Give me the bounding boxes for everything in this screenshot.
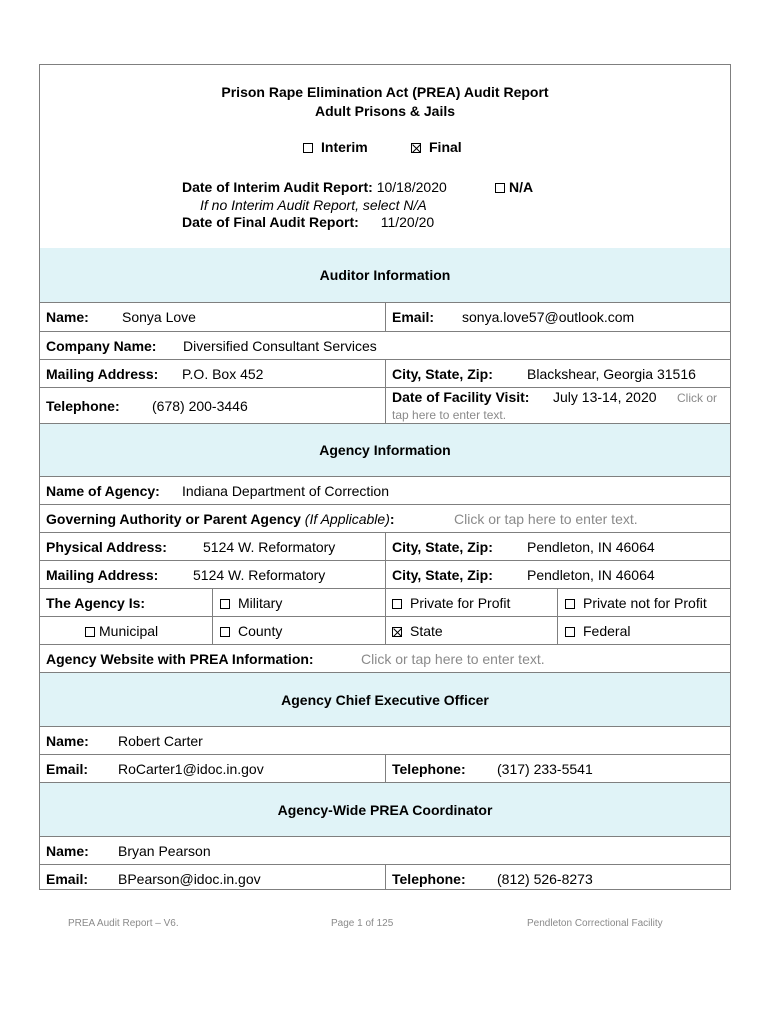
interim-date-line: Date of Interim Audit Report: 10/18/2020 xyxy=(182,179,447,195)
agency-physical-csz-field[interactable]: Pendleton, IN 46064 xyxy=(527,539,655,555)
agency-governing-row: Governing Authority or Parent Agency (If Applicable): Click or tap here to enter text. xyxy=(40,505,730,533)
auditor-company-row: Company Name: Diversified Consultant Services xyxy=(40,332,730,360)
type-private-nonprofit[interactable]: Private not for Profit xyxy=(565,595,707,611)
ceo-name-row: Name: Robert Carter xyxy=(40,727,730,755)
final-date-line: Date of Final Audit Report: 11/20/20 xyxy=(182,214,435,230)
auditor-name-field[interactable]: Sonya Love xyxy=(122,309,196,325)
interim-checkbox[interactable] xyxy=(303,143,313,153)
auditor-visit-field[interactable]: July 13-14, 2020 xyxy=(553,389,657,405)
auditor-phone-field[interactable]: (678) 200-3446 xyxy=(152,398,248,414)
visit-placeholder-cont[interactable]: tap here to enter text. xyxy=(392,408,507,422)
municipal-checkbox[interactable] xyxy=(85,627,95,637)
county-checkbox[interactable] xyxy=(220,627,230,637)
coordinator-name-field[interactable]: Bryan Pearson xyxy=(118,843,211,859)
auditor-name-row: Name: Sonya Love Email: sonya.love57@outlook.com xyxy=(40,303,730,332)
ceo-name-field[interactable]: Robert Carter xyxy=(118,733,203,749)
ceo-email-row: Email: RoCarter1@idoc.in.gov Telephone: (317) 233-5541 xyxy=(40,755,730,783)
report-title: Prison Rape Elimination Act (PREA) Audit Report xyxy=(221,84,549,100)
agency-type-row-2 xyxy=(40,617,730,645)
interim-option[interactable]: Interim xyxy=(303,139,368,155)
agency-name-field[interactable]: Indiana Department of Correction xyxy=(182,483,389,499)
private-nonprofit-checkbox[interactable] xyxy=(565,599,575,609)
type-federal[interactable]: Federal xyxy=(565,623,630,639)
military-checkbox[interactable] xyxy=(220,599,230,609)
agency-website-field[interactable]: Click or tap here to enter text. xyxy=(361,651,545,667)
agency-name-row: Name of Agency: Indiana Department of Correction xyxy=(40,477,730,505)
final-date-value[interactable]: 11/20/20 xyxy=(380,214,435,230)
agency-website-row: Agency Website with PREA Information: Click or tap here to enter text. xyxy=(40,645,730,673)
interim-date-value[interactable]: 10/18/2020 xyxy=(376,179,447,195)
report-header xyxy=(40,65,730,249)
na-option[interactable]: N/A xyxy=(495,179,533,195)
agency-type-row-1: The Agency Is: Military Private for Profit Private not for Profit xyxy=(40,589,730,617)
auditor-company-field[interactable]: Diversified Consultant Services xyxy=(183,338,377,354)
coordinator-email-row: Email: BPearson@idoc.in.gov Telephone: (812) 526-8273 xyxy=(40,865,730,889)
auditor-csz-field[interactable]: Blackshear, Georgia 31516 xyxy=(527,366,696,382)
visit-placeholder[interactable]: Click or xyxy=(677,391,718,405)
coordinator-phone-field[interactable]: (812) 526-8273 xyxy=(497,871,593,887)
state-checkbox[interactable] xyxy=(392,627,402,637)
type-private-profit[interactable]: Private for Profit xyxy=(392,595,510,611)
type-state[interactable]: State xyxy=(392,623,443,639)
private-profit-checkbox[interactable] xyxy=(392,599,402,609)
auditor-mailing-row: Mailing Address: P.O. Box 452 City, State, Zip: Blackshear, Georgia 31516 xyxy=(40,360,730,388)
type-county[interactable]: County xyxy=(220,623,282,639)
coordinator-section-header: Agency-Wide PREA Coordinator xyxy=(40,783,730,837)
footer-facility: Pendleton Correctional Facility xyxy=(527,918,663,929)
type-municipal[interactable]: Municipal xyxy=(85,623,158,639)
report-subtitle: Adult Prisons & Jails xyxy=(314,103,456,119)
auditor-mailing-field[interactable]: P.O. Box 452 xyxy=(182,366,264,382)
agency-mailing-row: Mailing Address: 5124 W. Reformatory City, State, Zip: Pendleton, IN 46064 xyxy=(40,561,730,589)
governing-authority-field[interactable]: Click or tap here to enter text. xyxy=(454,511,638,527)
ceo-phone-field[interactable]: (317) 233-5541 xyxy=(497,761,593,777)
agency-mailing-field[interactable]: 5124 W. Reformatory xyxy=(193,567,326,583)
coordinator-name-row: Name: Bryan Pearson xyxy=(40,837,730,865)
footer-page-number: Page 1 of 125 xyxy=(331,918,394,929)
auditor-email-field[interactable]: sonya.love57@outlook.com xyxy=(462,309,635,325)
agency-physical-field[interactable]: 5124 W. Reformatory xyxy=(203,539,336,555)
audit-report-page xyxy=(39,64,731,890)
agency-section-header: Agency Information xyxy=(40,424,730,477)
na-note: If no Interim Audit Report, select N/A xyxy=(200,197,427,213)
type-military[interactable]: Military xyxy=(220,595,282,611)
na-checkbox[interactable] xyxy=(495,183,505,193)
agency-physical-row: Physical Address: 5124 W. Reformatory City, State, Zip: Pendleton, IN 46064 xyxy=(40,533,730,561)
coordinator-email-field[interactable]: BPearson@idoc.in.gov xyxy=(118,871,261,887)
final-checkbox[interactable] xyxy=(411,143,421,153)
ceo-section-header: Agency Chief Executive Officer xyxy=(40,673,730,727)
auditor-phone-row: Telephone: (678) 200-3446 Date of Facility Visit: July 13-14, 2020 Click or tap here to enter text. xyxy=(40,388,730,424)
footer-version: PREA Audit Report – V6. xyxy=(68,918,179,929)
ceo-email-field[interactable]: RoCarter1@idoc.in.gov xyxy=(118,761,264,777)
auditor-section-header: Auditor Information xyxy=(40,248,730,303)
agency-mailing-csz-field[interactable]: Pendleton, IN 46064 xyxy=(527,567,655,583)
final-option[interactable]: Final xyxy=(411,139,462,155)
federal-checkbox[interactable] xyxy=(565,627,575,637)
